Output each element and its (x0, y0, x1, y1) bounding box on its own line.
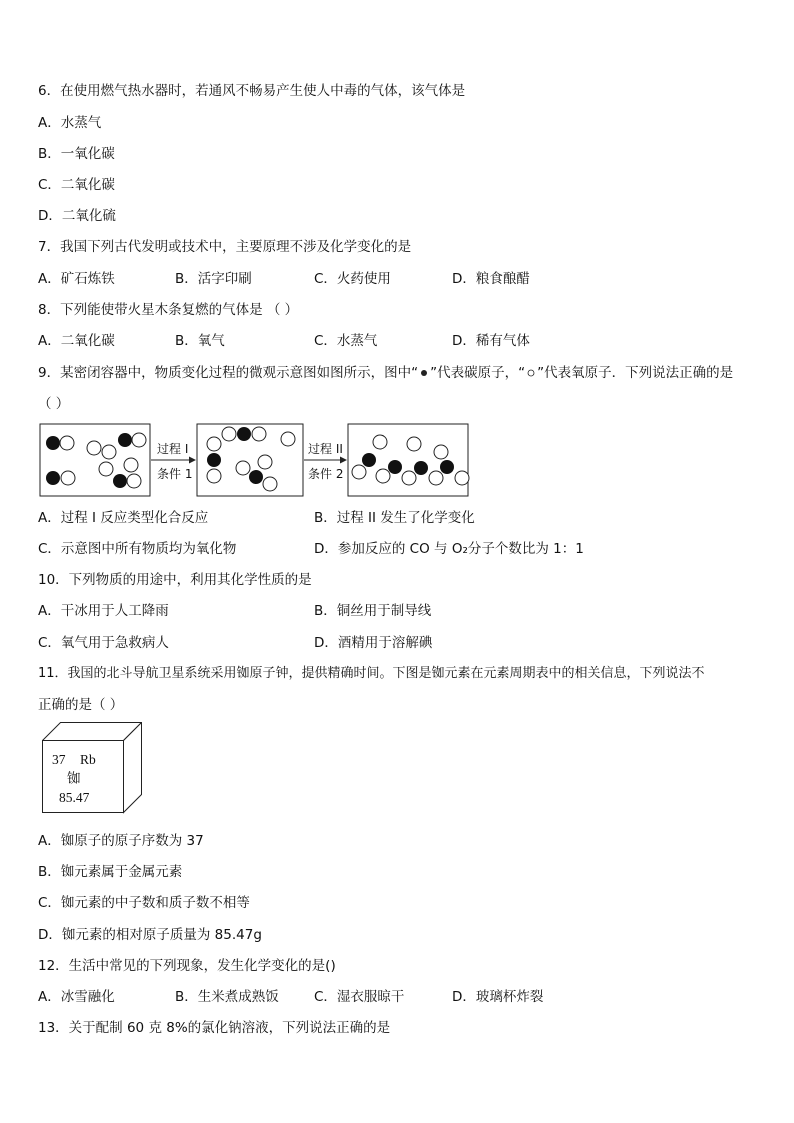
oxygen-atom (258, 455, 272, 469)
oxygen-atom (402, 471, 416, 485)
question-10-option-b[interactable]: B．铜丝用于制导线 (314, 603, 432, 619)
diagram-label-2-top: 过程 II (308, 442, 343, 456)
carbon-atom (207, 453, 221, 467)
oxygen-atom (222, 427, 236, 441)
carbon-atom (249, 470, 263, 484)
oxygen-atom (127, 474, 141, 488)
oxygen-atom (124, 458, 138, 472)
diagram-label-1-bottom: 条件 1 (157, 467, 193, 481)
carbon-atom (414, 461, 428, 475)
diagram-label-1-top: 过程 I (157, 442, 189, 456)
question-11-stem-line2: 正确的是（ ） (38, 697, 124, 713)
element-atomic-mass: 85.47 (59, 790, 90, 805)
question-6-option-d[interactable]: D．二氧化硫 (38, 208, 116, 224)
oxygen-atom (352, 465, 366, 479)
reaction-diagram (38, 422, 478, 500)
question-11-option-a[interactable]: A．铷原子的原子序数为 37 (38, 833, 204, 849)
question-6-stem: 6．在使用燃气热水器时，若通风不畅易产生使人中毒的气体，该气体是 (38, 83, 466, 99)
oxygen-atom (373, 435, 387, 449)
question-12-option-b[interactable]: B．生米煮成熟饭 (175, 989, 279, 1005)
question-12-option-c[interactable]: C．湿衣服晾干 (314, 989, 405, 1005)
oxygen-atom (99, 462, 113, 476)
element-name: 铷 (67, 771, 81, 787)
question-11-stem-line1: 11．我国的北斗导航卫星系统采用铷原子钟，提供精确时间。下图是铷元素在元素周期表中的相关信息，下列说法不 (38, 666, 705, 681)
question-7-stem: 7．我国下列古代发明或技术中，主要原理不涉及化学变化的是 (38, 239, 412, 255)
oxygen-atom (429, 471, 443, 485)
arrow-2-head (340, 457, 347, 464)
question-9-stem-part2: ”代表碳原子，“ (430, 365, 526, 381)
question-11-option-b[interactable]: B．铷元素属于金属元素 (38, 864, 183, 880)
element-symbol: Rb (80, 752, 96, 767)
oxygen-atom (207, 469, 221, 483)
carbon-atom (388, 460, 402, 474)
question-9-stem-part1: 9．某密闭容器中，物质变化过程的微观示意图如图所示，图中“ (38, 365, 419, 381)
question-9-stem (38, 364, 733, 382)
question-7-option-d[interactable]: D．粮食酿醋 (452, 271, 530, 287)
oxygen-atom (102, 445, 116, 459)
oxygen-atom (252, 427, 266, 441)
question-6-option-a[interactable]: A．水蒸气 (38, 115, 102, 131)
diagram-label-2-bottom: 条件 2 (308, 467, 344, 481)
question-9-option-d[interactable]: D．参加反应的 CO 与 O₂分子个数比为 1：1 (314, 541, 584, 557)
element-atomic-number: 37 (52, 752, 66, 767)
question-8-option-a[interactable]: A．二氧化碳 (38, 333, 115, 349)
carbon-atom (362, 453, 376, 467)
element-card (42, 722, 142, 814)
question-7-option-b[interactable]: B．活字印刷 (175, 271, 252, 287)
question-9-stem-part3: ”代表氧原子．下列说法正确的是 (537, 365, 734, 381)
oxygen-atom (60, 436, 74, 450)
question-10-option-d[interactable]: D．酒精用于溶解碘 (314, 635, 433, 651)
carbon-atom (46, 436, 60, 450)
question-8-option-d[interactable]: D．稀有气体 (452, 333, 530, 349)
oxygen-atom (407, 437, 421, 451)
oxygen-atom (207, 437, 221, 451)
question-8-stem: 8．下列能使带火星木条复燃的气体是 （ ） (38, 302, 299, 318)
question-12-option-a[interactable]: A．冰雪融化 (38, 989, 115, 1005)
oxygen-atom (132, 433, 146, 447)
oxygen-atom (434, 445, 448, 459)
carbon-atom (237, 427, 251, 441)
question-8-option-b[interactable]: B．氧气 (175, 333, 225, 349)
question-8-option-c[interactable]: C．水蒸气 (314, 333, 378, 349)
question-11-option-d[interactable]: D．铷元素的相对原子质量为 85.47g (38, 927, 262, 943)
carbon-atom (440, 460, 454, 474)
oxygen-atom (455, 471, 469, 485)
arrow-1-head (189, 457, 196, 464)
question-9-option-a[interactable]: A．过程 I 反应类型化合反应 (38, 510, 209, 526)
carbon-atom (113, 474, 127, 488)
question-13-stem: 13．关于配制 60 克 8%的氯化钠溶液，下列说法正确的是 (38, 1020, 391, 1036)
question-10-stem: 10．下列物质的用途中，利用其化学性质的是 (38, 572, 312, 588)
question-9-option-b[interactable]: B．过程 II 发生了化学变化 (314, 510, 475, 526)
question-10-option-a[interactable]: A．干冰用于人工降雨 (38, 603, 169, 619)
question-7-option-c[interactable]: C．火药使用 (314, 271, 391, 287)
question-11-option-c[interactable]: C．铷元素的中子数和质子数不相等 (38, 895, 250, 911)
carbon-atom (118, 433, 132, 447)
oxygen-atom-icon (525, 368, 537, 378)
carbon-atom (46, 471, 60, 485)
oxygen-atom (263, 477, 277, 491)
question-6-option-b[interactable]: B．一氧化碳 (38, 146, 115, 162)
question-12-option-d[interactable]: D．玻璃杯炸裂 (452, 989, 544, 1005)
question-12-stem: 12．生活中常见的下列现象，发生化学变化的是() (38, 958, 336, 974)
oxygen-atom (236, 461, 250, 475)
carbon-atom-icon (418, 368, 430, 378)
oxygen-atom (87, 441, 101, 455)
question-7-option-a[interactable]: A．矿石炼铁 (38, 271, 115, 287)
question-6-option-c[interactable]: C．二氧化碳 (38, 177, 115, 193)
question-10-option-c[interactable]: C．氧气用于急救病人 (38, 635, 169, 651)
oxygen-atom (281, 432, 295, 446)
oxygen-atom (61, 471, 75, 485)
question-9-option-c[interactable]: C．示意图中所有物质均为氧化物 (38, 541, 237, 557)
question-9-stem-line2: （ ） (38, 396, 70, 412)
oxygen-atom (376, 469, 390, 483)
